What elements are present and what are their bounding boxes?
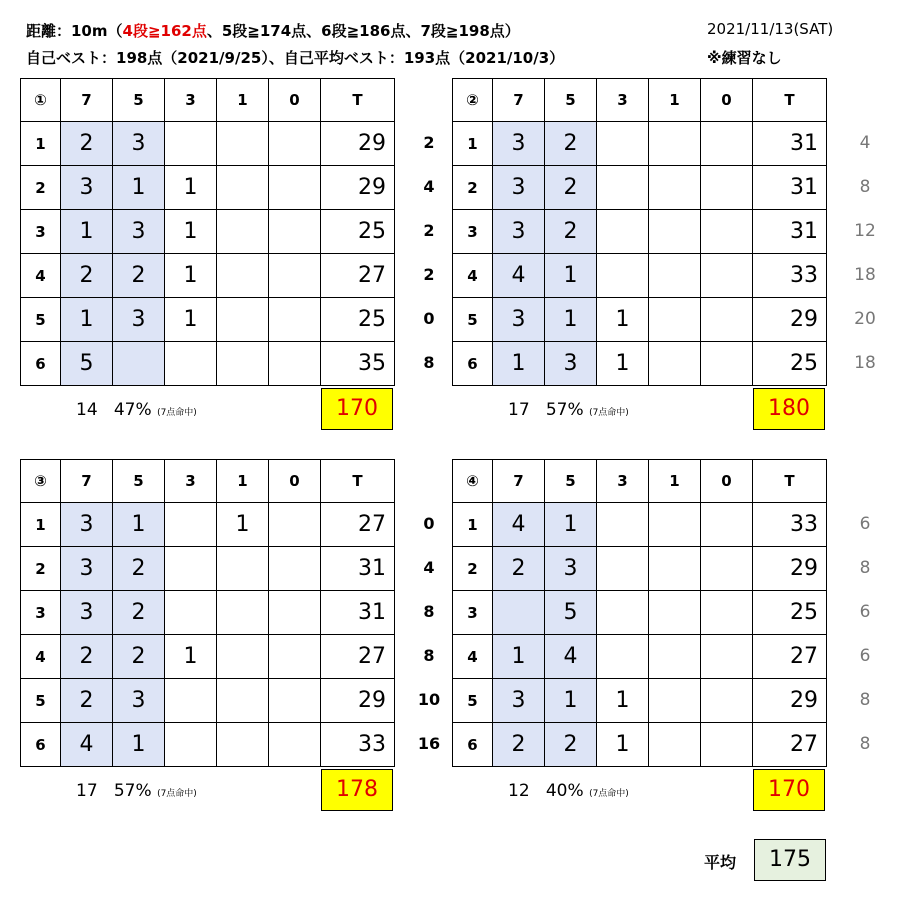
score-count-cell: 2 [113,635,165,679]
score-count-cell: 3 [61,547,113,591]
score-count-cell [269,342,321,386]
score-count-cell [269,723,321,767]
table-row [453,635,827,679]
score-count-cell [649,503,701,547]
score-count-cell [701,723,753,767]
end-total: 25 [321,298,395,342]
column-header: 5 [113,460,165,503]
hit-summary [508,400,629,420]
end-number: 2 [21,166,61,210]
end-number: 4 [21,635,61,679]
score-count-cell: 3 [545,547,597,591]
end-total: 29 [321,122,395,166]
score-count-cell [269,547,321,591]
score-count-cell: 3 [113,679,165,723]
score-count-cell: 1 [597,342,649,386]
score-count-cell: 2 [61,254,113,298]
score-count-cell [597,210,649,254]
end-number: 5 [453,679,493,723]
hit-note: (7点命中) [157,408,197,418]
score-count-cell: 3 [113,210,165,254]
difference-left: 10 [417,690,441,709]
score-count-cell: 3 [493,166,545,210]
score-count-cell [217,547,269,591]
end-total: 27 [321,635,395,679]
score-count-cell [701,635,753,679]
end-number: 4 [453,254,493,298]
score-count-cell: 3 [493,679,545,723]
end-number: 3 [453,210,493,254]
score-count-cell [269,122,321,166]
round-label: ① [21,79,61,122]
score-count-cell [269,591,321,635]
difference-left: 2 [423,221,435,240]
score-count-cell: 2 [61,635,113,679]
end-number: 3 [453,591,493,635]
column-header: 3 [165,79,217,122]
round-total: 170 [753,769,825,811]
hit-percent: 47% [113,400,152,420]
table-row [453,547,827,591]
column-header: 7 [61,460,113,503]
end-number: 1 [21,503,61,547]
score-count-cell: 2 [61,122,113,166]
score-count-cell: 1 [217,503,269,547]
score-count-cell: 3 [493,122,545,166]
column-header: 5 [545,79,597,122]
score-count-cell: 1 [113,723,165,767]
score-count-cell: 1 [165,166,217,210]
score-count-cell [649,635,701,679]
score-count-cell [165,679,217,723]
score-count-cell: 1 [545,298,597,342]
column-header: T [753,79,827,122]
score-count-cell [217,679,269,723]
round-total: 180 [753,388,825,430]
end-total: 27 [321,254,395,298]
score-count-cell [269,635,321,679]
difference-right: 20 [854,309,876,329]
table-row [453,210,827,254]
score-count-cell [165,503,217,547]
score-count-cell: 4 [61,723,113,767]
scorecard-round-4 [452,459,827,767]
column-header: 3 [597,79,649,122]
end-total: 31 [753,122,827,166]
end-number: 5 [21,298,61,342]
rank-thresholds: 、5段≧174点、6段≧186点、7段≧198点） [206,22,520,40]
end-number: 6 [21,342,61,386]
score-count-cell [649,298,701,342]
column-header: 7 [61,79,113,122]
round-label: ③ [21,460,61,503]
end-total: 31 [321,591,395,635]
score-count-cell [597,166,649,210]
difference-right: 6 [859,514,871,534]
end-total: 29 [753,679,827,723]
end-total: 29 [753,547,827,591]
hit-note: (7点命中) [589,789,629,799]
score-count-cell: 2 [545,210,597,254]
score-count-cell: 3 [61,591,113,635]
score-count-cell [649,342,701,386]
end-number: 2 [21,547,61,591]
column-header: 5 [113,79,165,122]
difference-right: 8 [859,734,871,754]
end-number: 5 [453,298,493,342]
end-total: 27 [753,723,827,767]
round-total: 178 [321,769,393,811]
round-label: ④ [453,460,493,503]
score-count-cell [701,122,753,166]
difference-right: 4 [859,133,871,153]
difference-right: 18 [854,265,876,285]
column-header: T [753,460,827,503]
column-header: 1 [649,460,701,503]
column-header: 3 [165,460,217,503]
end-number: 4 [21,254,61,298]
table-row [453,122,827,166]
score-count-cell [113,342,165,386]
table-row [21,122,395,166]
score-count-cell: 2 [61,679,113,723]
score-count-cell: 1 [545,503,597,547]
hit-percent: 57% [113,781,152,801]
hit-summary [76,400,197,420]
difference-left: 2 [423,133,435,152]
scorecard-round-3 [20,459,395,767]
difference-left: 4 [423,177,435,196]
column-header: T [321,460,395,503]
column-header: 7 [493,460,545,503]
score-count-cell [701,210,753,254]
score-count-cell: 3 [545,342,597,386]
hit-note: (7点命中) [157,789,197,799]
difference-left: 4 [423,558,435,577]
hit-count: 12 [508,781,530,801]
end-total: 25 [753,342,827,386]
score-count-cell [701,298,753,342]
round-total: 170 [321,388,393,430]
end-number: 6 [453,723,493,767]
end-number: 3 [21,591,61,635]
score-count-cell [701,166,753,210]
personal-best-line: 自己ベスト：198点（2021/9/25）、自己平均ベスト：193点（2021/10/3） [26,49,565,67]
score-count-cell: 1 [545,679,597,723]
score-count-cell: 2 [545,122,597,166]
difference-left: 8 [423,646,435,665]
score-count-cell [165,342,217,386]
table-row [453,342,827,386]
table-row [453,723,827,767]
score-count-cell [649,547,701,591]
table-row [21,503,395,547]
score-count-cell [701,503,753,547]
score-count-cell [649,723,701,767]
score-count-cell: 4 [493,254,545,298]
end-total: 35 [321,342,395,386]
score-count-cell [493,591,545,635]
score-count-cell [217,122,269,166]
score-count-cell: 1 [165,298,217,342]
score-count-cell [701,591,753,635]
difference-left: 8 [423,353,435,372]
score-count-cell [269,503,321,547]
table-row [21,166,395,210]
end-number: 1 [21,122,61,166]
end-number: 4 [453,635,493,679]
score-count-cell: 1 [113,166,165,210]
hit-count: 17 [508,400,530,420]
score-count-cell [649,679,701,723]
end-total: 33 [753,254,827,298]
score-count-cell: 1 [113,503,165,547]
score-count-cell: 1 [493,635,545,679]
end-total: 27 [321,503,395,547]
column-header: 3 [597,460,649,503]
score-count-cell [701,679,753,723]
score-count-cell: 1 [597,298,649,342]
score-count-cell: 1 [61,298,113,342]
column-header: 0 [701,460,753,503]
score-count-cell: 3 [113,298,165,342]
score-count-cell: 1 [165,635,217,679]
average-value: 175 [754,839,826,881]
difference-left: 0 [423,309,435,328]
score-count-cell [649,591,701,635]
hit-count: 17 [76,781,98,801]
score-count-cell [217,166,269,210]
end-total: 29 [753,298,827,342]
score-count-cell [165,547,217,591]
score-count-cell [217,342,269,386]
end-total: 31 [753,210,827,254]
score-count-cell: 2 [545,166,597,210]
round-label: ② [453,79,493,122]
score-count-cell [269,254,321,298]
end-total: 29 [321,679,395,723]
score-count-cell: 2 [493,723,545,767]
end-total: 33 [753,503,827,547]
score-count-cell [701,547,753,591]
score-count-cell: 1 [165,210,217,254]
column-header: 0 [269,79,321,122]
score-count-cell: 1 [597,723,649,767]
end-number: 2 [453,166,493,210]
end-total: 31 [753,166,827,210]
end-total: 33 [321,723,395,767]
rank4-threshold: 4段≧162点 [122,22,207,40]
hit-percent: 40% [545,781,584,801]
column-header: 0 [269,460,321,503]
score-count-cell [165,122,217,166]
difference-right: 8 [859,690,871,710]
hit-summary [508,781,629,801]
scorecard-round-2 [452,78,827,386]
score-count-cell: 5 [545,591,597,635]
table-row [453,254,827,298]
score-count-cell [269,210,321,254]
average-label: 平均 [704,853,737,872]
difference-right: 8 [859,177,871,197]
hit-percent: 57% [545,400,584,420]
score-count-cell [165,723,217,767]
score-count-cell [649,254,701,298]
column-header: 1 [217,79,269,122]
table-row [21,254,395,298]
score-count-cell: 1 [61,210,113,254]
score-count-cell [217,723,269,767]
score-count-cell: 3 [493,298,545,342]
score-count-cell: 3 [493,210,545,254]
score-count-cell [597,254,649,298]
difference-left: 0 [423,514,435,533]
table-row [453,166,827,210]
distance-prefix: 距離：10m（ [26,22,123,40]
session-date: 2021/11/13(SAT) [707,20,834,38]
score-count-cell: 1 [165,254,217,298]
end-total: 25 [321,210,395,254]
hit-note: (7点命中) [589,408,629,418]
score-count-cell [701,254,753,298]
score-count-cell [649,166,701,210]
score-count-cell [217,210,269,254]
distance-line [26,20,520,41]
score-count-cell [649,122,701,166]
end-number: 5 [21,679,61,723]
end-number: 3 [21,210,61,254]
end-total: 31 [321,547,395,591]
end-number: 2 [453,547,493,591]
end-number: 1 [453,122,493,166]
score-count-cell [269,298,321,342]
column-header: 1 [649,79,701,122]
table-row [453,503,827,547]
score-count-cell [217,298,269,342]
score-count-cell [269,166,321,210]
table-row [453,591,827,635]
score-count-cell [217,591,269,635]
table-row [21,591,395,635]
score-count-cell [597,547,649,591]
end-total: 27 [753,635,827,679]
score-count-cell [597,122,649,166]
end-number: 6 [453,342,493,386]
table-row [21,635,395,679]
difference-right: 18 [854,353,876,373]
score-count-cell: 1 [545,254,597,298]
practice-note: ※練習なし [707,49,782,67]
score-count-cell: 3 [113,122,165,166]
score-count-cell: 1 [597,679,649,723]
table-row [21,342,395,386]
column-header: 7 [493,79,545,122]
difference-right: 8 [859,558,871,578]
end-number: 1 [453,503,493,547]
column-header: 5 [545,460,597,503]
score-count-cell [649,210,701,254]
score-count-cell [597,635,649,679]
score-count-cell [701,342,753,386]
table-row [21,679,395,723]
score-count-cell [269,679,321,723]
score-count-cell: 2 [113,591,165,635]
score-count-cell [217,254,269,298]
difference-left: 8 [423,602,435,621]
table-row [453,679,827,723]
table-row [21,210,395,254]
difference-left: 2 [423,265,435,284]
column-header: T [321,79,395,122]
difference-right: 12 [854,221,876,241]
scorecard-round-1 [20,78,395,386]
table-row [21,723,395,767]
score-count-cell [165,591,217,635]
score-count-cell: 3 [61,166,113,210]
score-count-cell: 2 [493,547,545,591]
table-row [21,547,395,591]
score-count-cell: 2 [113,254,165,298]
difference-left: 16 [417,734,441,753]
hit-summary [76,781,197,801]
column-header: 0 [701,79,753,122]
hit-count: 14 [76,400,98,420]
table-row [453,298,827,342]
score-count-cell [597,503,649,547]
column-header: 1 [217,460,269,503]
score-count-cell: 2 [113,547,165,591]
end-total: 25 [753,591,827,635]
score-count-cell [597,591,649,635]
difference-right: 6 [859,646,871,666]
score-count-cell [217,635,269,679]
score-count-cell: 2 [545,723,597,767]
score-count-cell: 5 [61,342,113,386]
score-count-cell: 1 [493,342,545,386]
score-count-cell: 3 [61,503,113,547]
score-count-cell: 4 [545,635,597,679]
end-number: 6 [21,723,61,767]
difference-right: 6 [859,602,871,622]
end-total: 29 [321,166,395,210]
table-row [21,298,395,342]
score-count-cell: 4 [493,503,545,547]
